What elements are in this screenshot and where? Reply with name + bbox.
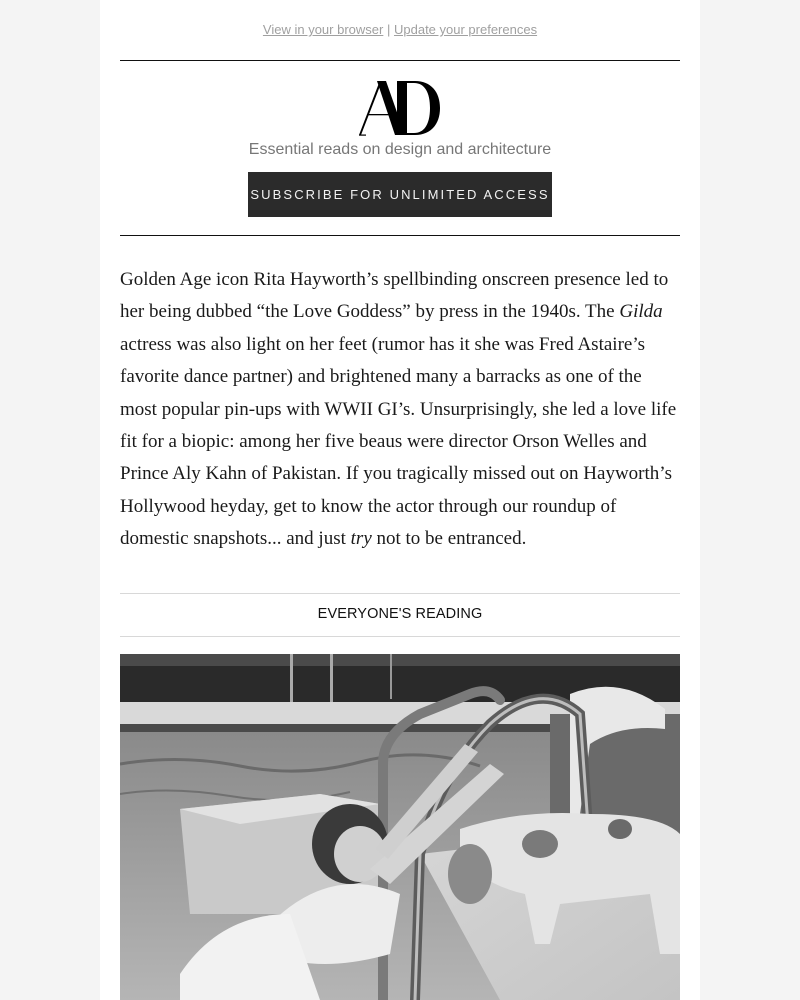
header-divider-bottom: [120, 235, 680, 236]
ad-logo[interactable]: [120, 74, 680, 136]
hero-image[interactable]: [120, 654, 680, 1000]
intro-text-1: Golden Age icon Rita Hayworth’s spellbinding onscreen presence led to her being dubbed “the Love Goddess” by press in the 1940s. The: [120, 269, 669, 323]
preheader-separator: |: [386, 22, 391, 37]
hero-photo: [120, 654, 680, 1000]
intro-text-2: actress was also light on her feet (rumor has it she was Fred Astaire’s favorite dance partner) and brightened many a barracks as one of the most popular pin-ups with WWII GI’s. Unsurprisingly, she led a love life fit for a biopic: among her five beaus were director Orson Welles and Prince Aly Kahn of Pakistan. If you tragically missed out on Hayworth’s Hollywood heyday, get to know the actor through our roundup of domestic snapshots... and just: [120, 333, 677, 550]
header-divider-top: [120, 60, 680, 61]
subscribe-button[interactable]: SUBSCRIBE FOR UNLIMITED ACCESS: [248, 172, 552, 217]
section-title: EVERYONE'S READING: [317, 606, 483, 622]
ad-logo-icon: [359, 80, 441, 136]
intro-italic-try: try: [350, 528, 372, 550]
intro-paragraph: [120, 264, 680, 556]
view-in-browser-link[interactable]: View in your browser: [262, 22, 384, 37]
intro-italic-gilda: Gilda: [619, 301, 663, 323]
tagline: Essential reads on design and architecture: [248, 141, 552, 158]
section-divider-top: [120, 593, 680, 594]
update-preferences-link[interactable]: Update your preferences: [393, 22, 538, 37]
intro-text-3: not to be entranced.: [371, 528, 527, 550]
preheader: [120, 22, 680, 40]
section-divider-bottom: [120, 636, 680, 637]
email-container: [100, 0, 700, 1000]
